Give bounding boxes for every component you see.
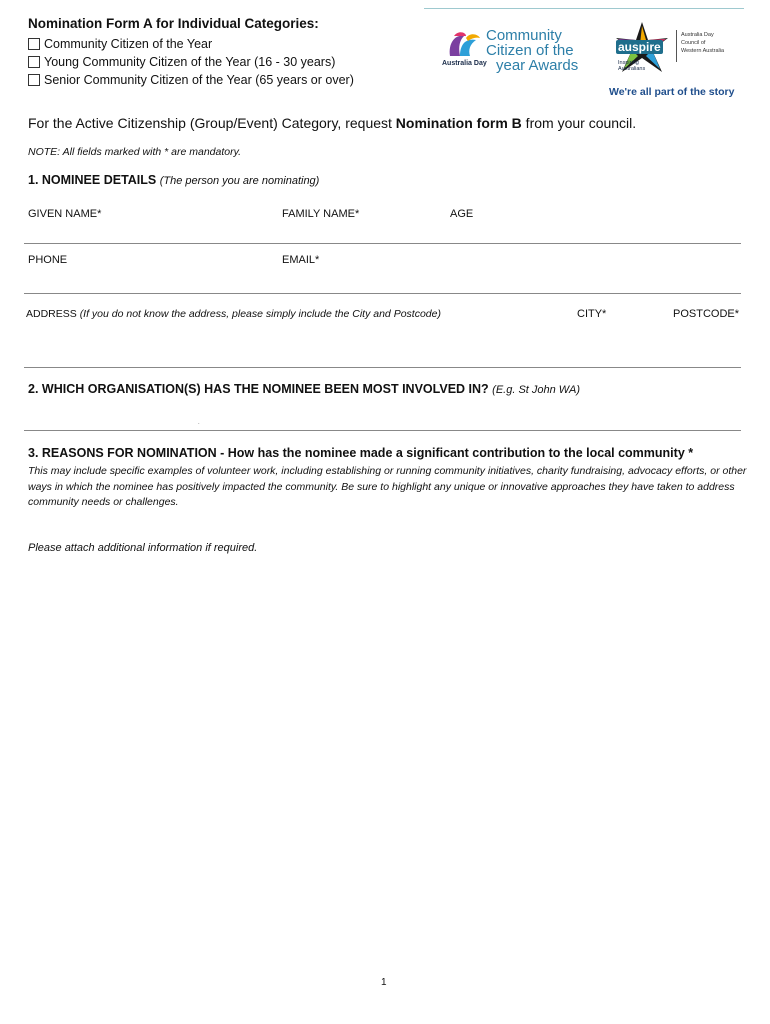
attach-note: Please attach additional information if required. xyxy=(28,542,258,554)
age-label: AGE xyxy=(450,208,474,220)
australia-day-text: Australia Day xyxy=(442,60,487,67)
checkbox-senior[interactable] xyxy=(28,74,40,86)
section1-title: 1. NOMINEE DETAILS xyxy=(28,173,157,187)
category-community[interactable] xyxy=(28,37,212,51)
logo-line: year Awards xyxy=(496,57,579,74)
intro-prefix: For the Active Citizenship (Group/Event) Category, request xyxy=(28,115,396,131)
email-input[interactable] xyxy=(282,270,736,290)
postcode-input[interactable] xyxy=(673,326,745,364)
page-number: 1 xyxy=(381,977,387,988)
city-input[interactable] xyxy=(577,326,666,364)
checkbox-community[interactable] xyxy=(28,38,40,50)
auspire-wordmark: auspire xyxy=(618,40,661,54)
section2-hint: (E.g. St John WA) xyxy=(492,384,580,396)
email-label: EMAIL* xyxy=(282,254,320,266)
reasons-textarea[interactable] xyxy=(28,562,742,966)
organisation-input[interactable] xyxy=(28,402,742,424)
intro-text xyxy=(28,115,636,131)
logo-line: Community xyxy=(486,27,562,44)
tagline: We're all part of the story xyxy=(609,86,735,98)
row-divider xyxy=(24,430,741,431)
dot-mark: . xyxy=(198,420,200,426)
australia-day-logo-icon xyxy=(446,30,482,60)
logo-line: Citizen of the xyxy=(486,42,574,59)
header-divider xyxy=(424,8,744,9)
community-awards-logo xyxy=(486,28,578,73)
auspire-sub-line: Australians xyxy=(618,66,646,72)
category-label: Young Community Citizen of the Year (16 - 30 years) xyxy=(44,55,336,69)
given-name-label: GIVEN NAME* xyxy=(28,208,102,220)
postcode-label: POSTCODE* xyxy=(673,308,740,320)
category-label: Community Citizen of the Year xyxy=(44,37,213,51)
council-line: Western Australia xyxy=(681,48,725,54)
given-name-input[interactable] xyxy=(28,222,272,242)
council-line: Australia Day xyxy=(681,32,714,38)
row-divider xyxy=(24,367,741,368)
auspire-council-text xyxy=(681,31,724,55)
form-title: Nomination Form A for Individual Categories: xyxy=(28,16,319,31)
section1-heading xyxy=(28,173,319,187)
address-title: ADDRESS xyxy=(26,308,77,320)
age-input[interactable] xyxy=(450,222,734,242)
section3-description: This may include specific examples of volunteer work, including establishing or running community initiatives, charity fundraising, advocacy efforts, or other ways in which the nominee has positively impacted the community. Be sure to highlight any unique or innovative approaches they have taken to address community needs or challenges. xyxy=(28,465,747,508)
checkbox-young[interactable] xyxy=(28,56,40,68)
category-label: Senior Community Citizen of the Year (65 years or over) xyxy=(44,73,354,87)
phone-label: PHONE xyxy=(28,254,68,266)
row-divider xyxy=(24,243,741,244)
address-label xyxy=(26,308,441,320)
section2-title: 2. WHICH ORGANISATION(S) HAS THE NOMINEE BEEN MOST INVOLVED IN? xyxy=(28,382,489,396)
council-line: Council of xyxy=(681,40,706,46)
intro-bold: Nomination form B xyxy=(395,115,522,131)
section1-sub: (The person you are nominating) xyxy=(159,175,320,187)
address-input[interactable] xyxy=(28,326,562,364)
category-young[interactable] xyxy=(28,55,335,69)
logo-divider xyxy=(676,30,677,62)
family-name-label: FAMILY NAME* xyxy=(282,208,360,220)
category-senior[interactable] xyxy=(28,73,354,87)
phone-input[interactable] xyxy=(28,270,272,290)
section3-heading: 3. REASONS FOR NOMINATION - How has the nominee made a significant contribution to the local community * xyxy=(28,446,694,460)
address-hint: (If you do not know the address, please simply include the City and Postcode) xyxy=(79,308,441,320)
city-label: CITY* xyxy=(577,308,607,320)
auspire-sub xyxy=(618,60,645,72)
family-name-input[interactable] xyxy=(282,222,441,242)
section2-heading xyxy=(28,382,580,396)
mandatory-note: NOTE: All fields marked with * are mandatory. xyxy=(28,146,241,158)
row-divider xyxy=(24,293,741,294)
intro-suffix: from your council. xyxy=(521,115,637,131)
auspire-sub-line: Inspiring xyxy=(618,60,639,66)
